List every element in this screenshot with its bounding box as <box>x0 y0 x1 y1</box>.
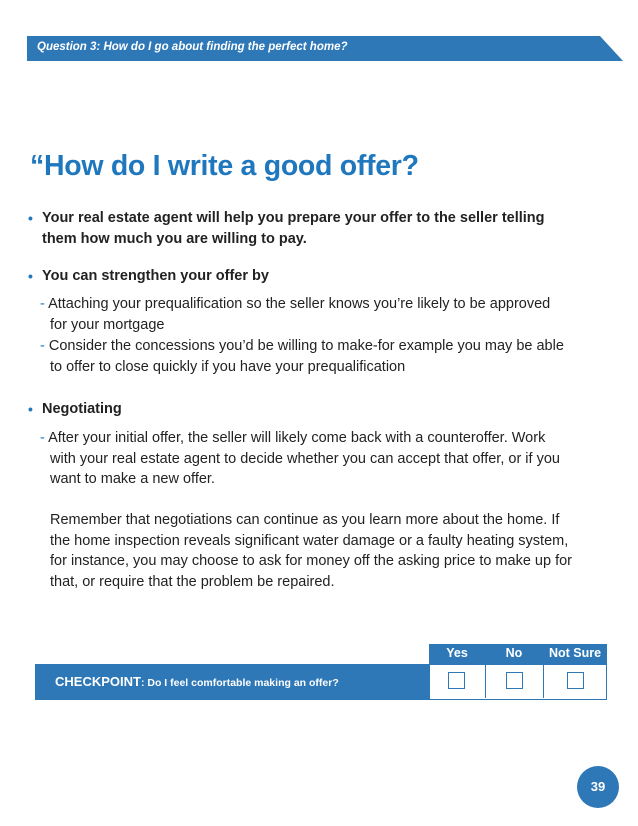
subitem-line: with your real estate agent to decide whether you can accept that offer, or if you <box>50 450 560 467</box>
checkpoint-label: CHECKPOINT <box>55 674 141 689</box>
checkbox-no[interactable] <box>506 672 523 689</box>
answer-cell-not-sure <box>544 665 606 698</box>
bullet-dot: • <box>28 210 33 226</box>
paragraph-line: Remember that negotiations can continue as you learn more about the home. If <box>50 512 560 528</box>
bullet-line: them how much you are willing to pay. <box>42 231 307 247</box>
bullet-agent-help <box>28 208 545 250</box>
answer-cell-no <box>486 665 544 698</box>
subitem-line: want to make a new offer. <box>50 471 215 487</box>
bullet-line: Negotiating <box>42 401 122 417</box>
subitem-prequalification <box>40 294 620 335</box>
checkpoint-answer-grid <box>429 664 607 700</box>
checkbox-not-sure[interactable] <box>567 672 584 689</box>
dash-mark: - <box>40 296 45 312</box>
subitem-counteroffer <box>40 428 620 490</box>
page-title: “How do I write a good offer? <box>30 150 419 182</box>
header-question-label: Question 3: How do I go about finding the perfect home? <box>37 41 348 53</box>
bullet-dot: • <box>28 268 33 284</box>
subitem-line: Consider the concessions you’d be willing to make-for example you may be able <box>48 338 564 354</box>
bullet-line: Your real estate agent will help you prepare your offer to the seller telling <box>42 210 545 226</box>
bullet-dot: • <box>28 401 33 417</box>
checkpoint-options-header <box>429 644 607 664</box>
subitem-line: for your mortgage <box>50 316 165 333</box>
option-label-not-sure: Not Sure <box>548 646 602 660</box>
dash-mark: - <box>40 338 45 354</box>
paragraph-line: for instance, you may choose to ask for money off the asking price to make up for <box>50 553 572 569</box>
negotiation-paragraph <box>40 510 620 592</box>
answer-cell-yes <box>430 665 486 698</box>
subitem-concessions <box>40 336 620 377</box>
option-label-no: No <box>505 646 523 660</box>
checkpoint-question <box>55 674 339 689</box>
paragraph-line: that, or require that the problem be repaired. <box>50 573 335 590</box>
paragraph-line: the home inspection reveals significant water damage or a faulty heating system, <box>50 532 569 549</box>
page-number-badge: 39 <box>577 766 619 808</box>
dash-mark: - <box>40 430 45 446</box>
bullet-negotiating <box>28 399 122 420</box>
bullet-strengthen-offer <box>28 266 269 287</box>
checkpoint-question-text: : Do I feel comfortable making an offer? <box>140 677 339 689</box>
subitem-line: Attaching your prequalification so the seller knows you’re likely to be approved <box>48 296 551 312</box>
bullet-line: You can strengthen your offer by <box>42 268 269 284</box>
checkbox-yes[interactable] <box>448 672 465 689</box>
subitem-line: After your initial offer, the seller will likely come back with a counteroffer. Work <box>48 430 546 446</box>
option-label-yes: Yes <box>446 646 468 660</box>
header-banner <box>27 36 623 61</box>
subitem-line: to offer to close quickly if you have your prequalification <box>50 358 406 375</box>
checkpoint-bar <box>35 664 429 700</box>
